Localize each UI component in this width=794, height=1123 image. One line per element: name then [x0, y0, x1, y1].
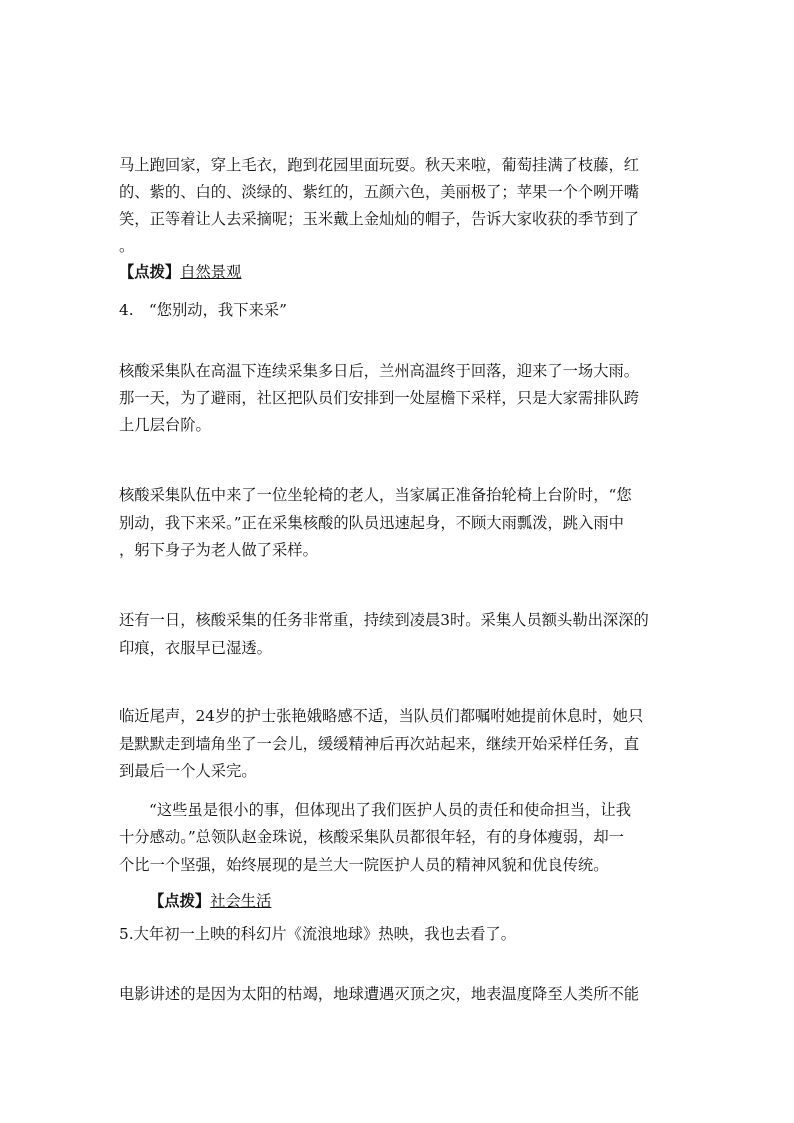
paragraph-line: 个比一个坚强，始终展现的是兰大一院医护人员的精神风貌和优良传统。: [119, 856, 609, 874]
paragraph-line: 核酸采集队在高温下连续采集多日后，兰州高温终于回落，迎来了一场大雨。: [119, 362, 640, 380]
paragraph-line: 那一天，为了避雨，社区把队员们安排到一处屋檐下采样，只是大家需排队跨: [119, 389, 640, 407]
paragraph-line: 十分感动。”总领队赵金珠说，核酸采集队员都很年轻，有的身体瘦弱，却一: [119, 828, 624, 846]
paragraph-line: 上几层台阶。: [119, 416, 211, 434]
paragraph-line: 电影讲述的是因为太阳的枯竭，地球遭遇灭顶之灾，地表温度降至人类所不能: [119, 985, 640, 1003]
paragraph-line: 别动，我下来采。”正在采集核酸的队员迅速起身，不顾大雨瓢泼，跳入雨中: [119, 514, 624, 532]
paragraph-line: 是默默走到墙角坐了一会儿，缓缓精神后再次站起来，继续开始采样任务，直: [119, 735, 640, 753]
tip-line: [149, 890, 679, 912]
tip-value: 社会生活: [210, 892, 272, 910]
paragraph-line: 临近尾声，24岁的护士张艳娥略感不适，当队员们都嘱咐她提前休息时，她只: [119, 707, 644, 725]
paragraph-line: 的、紫的、白的、淡绿的、紫红的，五颜六色，美丽极了；苹果一个个咧开嘴: [119, 183, 640, 201]
paragraph-line: 还有一日，核酸采集的任务非常重，持续到凌晨3时。采集人员额头勒出深深的: [119, 611, 649, 629]
paragraph-line: 笑，正等着让人去采摘呢；玉米戴上金灿灿的帽子，告诉大家收获的季节到了: [119, 210, 640, 228]
paragraph-line: 马上跑回家，穿上毛衣，跑到花园里面玩耍。秋天来啦，葡萄挂满了枝藤，红: [119, 156, 640, 174]
tip-label: 【点拨】: [149, 892, 211, 910]
paragraph-line: “这些虽是很小的事，但体现出了我们医护人员的责任和使命担当，让我: [149, 801, 632, 819]
tip-line: [119, 261, 679, 283]
section-heading: 5.大年初一上映的科幻片《流浪地球》热映，我也去看了。: [119, 925, 517, 943]
paragraph-line: 核酸采集队伍中来了一位坐轮椅的老人，当家属正准备抬轮椅上台阶时，“您: [119, 486, 632, 504]
paragraph-line: 印痕，衣服早已湿透。: [119, 639, 272, 657]
paragraph-line: 到最后一个人采完。: [119, 762, 257, 780]
tip-label: 【点拨】: [119, 263, 181, 281]
section-heading: 4. “您别动，我下来采”: [119, 301, 287, 319]
paragraph-line: ，躬下身子为老人做了采样。: [119, 541, 318, 559]
paragraph-line: 。: [119, 237, 135, 255]
tip-value: 自然景观: [180, 263, 242, 281]
